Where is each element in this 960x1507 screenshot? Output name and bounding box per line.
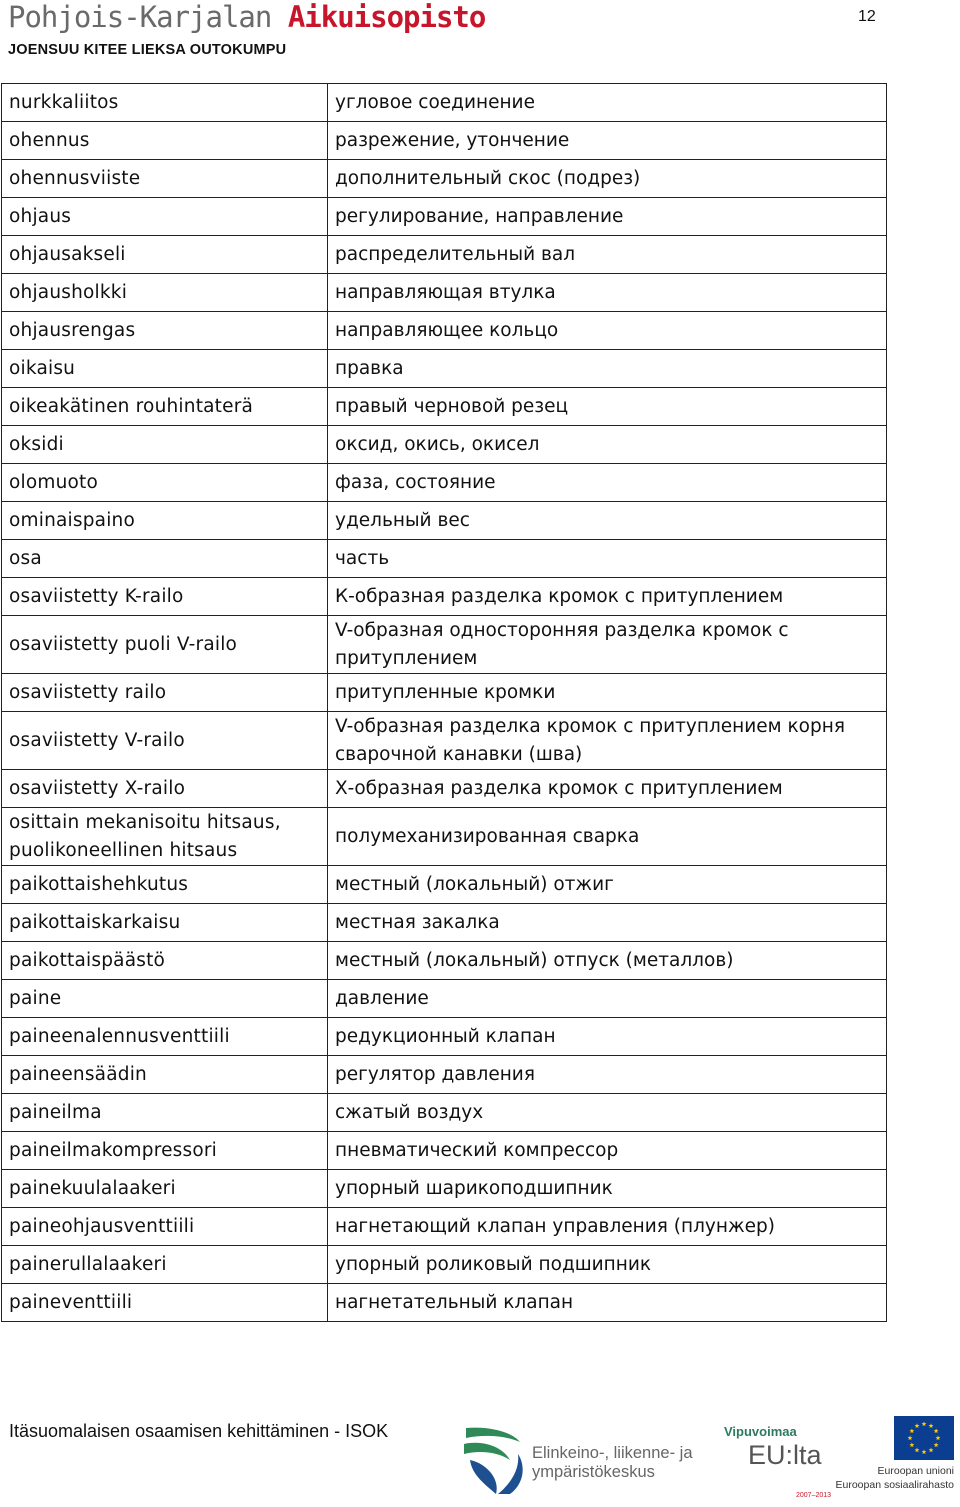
table-row bbox=[2, 198, 887, 236]
finnish-term: ohennus bbox=[2, 122, 328, 160]
finnish-term: oksidi bbox=[2, 426, 328, 464]
finnish-term: osaviistetty puoli V-railo bbox=[2, 616, 328, 674]
russian-term: дополнительный скос (подрез) bbox=[328, 160, 887, 198]
finnish-term: osittain mekanisoitu hitsaus, puolikoneellinen hitsaus bbox=[2, 808, 328, 866]
russian-term: пневматический компрессор bbox=[328, 1132, 887, 1170]
finnish-term: ohjausrengas bbox=[2, 312, 328, 350]
russian-term: регулирование, направление bbox=[328, 198, 887, 236]
finnish-term: olomuoto bbox=[2, 464, 328, 502]
vipuvoimaa-logo bbox=[722, 1420, 832, 1504]
russian-term: местный (локальный) отпуск (металлов) bbox=[328, 942, 887, 980]
finnish-term: paineensäädin bbox=[2, 1056, 328, 1094]
table-row bbox=[2, 160, 887, 198]
org-name-part1: Pohjois-Karjalan bbox=[8, 0, 272, 34]
eu-logo bbox=[834, 1416, 958, 1504]
finnish-term: paikottaishehkutus bbox=[2, 866, 328, 904]
eu-label bbox=[836, 1464, 955, 1492]
finnish-term: nurkkaliitos bbox=[2, 84, 328, 122]
russian-term: распределительный вал bbox=[328, 236, 887, 274]
finnish-term: osaviistetty V-railo bbox=[2, 712, 328, 770]
finnish-term: osa bbox=[2, 540, 328, 578]
table-row bbox=[2, 616, 887, 674]
table-row bbox=[2, 1208, 887, 1246]
finnish-term: osaviistetty X-railo bbox=[2, 770, 328, 808]
ely-logo bbox=[460, 1424, 715, 1496]
finnish-term: paineventtiili bbox=[2, 1284, 328, 1322]
finnish-term: ohjausakseli bbox=[2, 236, 328, 274]
russian-term: регулятор давления bbox=[328, 1056, 887, 1094]
russian-term: редукционный клапан bbox=[328, 1018, 887, 1056]
org-name-part2: Aikuisopisto bbox=[287, 0, 486, 34]
finnish-term: osaviistetty K-railo bbox=[2, 578, 328, 616]
ely-line2: ympäristökeskus bbox=[532, 1463, 655, 1481]
russian-term: V-образная односторонняя разделка кромок с притуплением bbox=[328, 616, 887, 674]
eu-line1: Euroopan unioni bbox=[877, 1465, 954, 1477]
table-row bbox=[2, 274, 887, 312]
page-number: 12 bbox=[858, 8, 876, 25]
finnish-term: ohennusviiste bbox=[2, 160, 328, 198]
glossary-body bbox=[2, 84, 887, 1322]
vipu-years: 2007–2013 bbox=[796, 1492, 832, 1499]
russian-term: упорный роликовый подшипник bbox=[328, 1246, 887, 1284]
table-row bbox=[2, 904, 887, 942]
finnish-term: paineohjausventtiili bbox=[2, 1208, 328, 1246]
russian-term: Х-образная разделка кромок с притуплением bbox=[328, 770, 887, 808]
ely-line1: Elinkeino-, liikenne- ja bbox=[532, 1444, 693, 1462]
russian-term: нагнетательный клапан bbox=[328, 1284, 887, 1322]
russian-term: упорный шарикоподшипник bbox=[328, 1170, 887, 1208]
table-row bbox=[2, 84, 887, 122]
russian-term: полумеханизированная сварка bbox=[328, 808, 887, 866]
russian-term: разрежение, утончение bbox=[328, 122, 887, 160]
table-row bbox=[2, 980, 887, 1018]
table-row bbox=[2, 712, 887, 770]
table-row bbox=[2, 502, 887, 540]
russian-term: V-образная разделка кромок с притуплением корня сварочной канавки (шва) bbox=[328, 712, 887, 770]
vipu-line1: Vipuvoimaa bbox=[724, 1424, 797, 1439]
russian-term: К-образная разделка кромок с притуплением bbox=[328, 578, 887, 616]
table-row bbox=[2, 350, 887, 388]
table-row bbox=[2, 312, 887, 350]
finnish-term: paineilmakompressori bbox=[2, 1132, 328, 1170]
org-logo-title bbox=[8, 0, 485, 34]
finnish-term: oikaisu bbox=[2, 350, 328, 388]
finnish-term: oikeakätinen rouhintaterä bbox=[2, 388, 328, 426]
finnish-term: paikottaispäästö bbox=[2, 942, 328, 980]
table-row bbox=[2, 1094, 887, 1132]
table-row bbox=[2, 1284, 887, 1322]
table-row bbox=[2, 1246, 887, 1284]
org-locations: JOENSUU KITEE LIEKSA OUTOKUMPU bbox=[8, 42, 287, 58]
table-row bbox=[2, 388, 887, 426]
table-row bbox=[2, 464, 887, 502]
russian-term: удельный вес bbox=[328, 502, 887, 540]
finnish-term: ominaispaino bbox=[2, 502, 328, 540]
ely-emblem-icon bbox=[460, 1424, 530, 1496]
vipu-line2: EU:lta bbox=[748, 1440, 822, 1470]
finnish-term: osaviistetty railo bbox=[2, 674, 328, 712]
glossary-table bbox=[1, 83, 887, 1322]
russian-term: часть bbox=[328, 540, 887, 578]
table-row bbox=[2, 426, 887, 464]
table-row bbox=[2, 770, 887, 808]
finnish-term: painerullalaakeri bbox=[2, 1246, 328, 1284]
table-row bbox=[2, 540, 887, 578]
finnish-term: ohjaus bbox=[2, 198, 328, 236]
finnish-term: paikottaiskarkaisu bbox=[2, 904, 328, 942]
russian-term: фаза, состояние bbox=[328, 464, 887, 502]
table-row bbox=[2, 122, 887, 160]
finnish-term: paineenalennusventtiili bbox=[2, 1018, 328, 1056]
table-row bbox=[2, 1056, 887, 1094]
table-row bbox=[2, 866, 887, 904]
russian-term: местная закалка bbox=[328, 904, 887, 942]
finnish-term: paine bbox=[2, 980, 328, 1018]
ely-label bbox=[532, 1444, 693, 1482]
footer-project: Itäsuomalaisen osaamisen kehittäminen - ISOK bbox=[9, 1421, 389, 1441]
table-row bbox=[2, 578, 887, 616]
table-row bbox=[2, 1018, 887, 1056]
russian-term: сжатый воздух bbox=[328, 1094, 887, 1132]
russian-term: угловое соединение bbox=[328, 84, 887, 122]
russian-term: местный (локальный) отжиг bbox=[328, 866, 887, 904]
russian-term: направляющая втулка bbox=[328, 274, 887, 312]
table-row bbox=[2, 1170, 887, 1208]
eu-line2: Euroopan sosiaalirahasto bbox=[835, 1479, 954, 1491]
finnish-term: paineilma bbox=[2, 1094, 328, 1132]
table-row bbox=[2, 808, 887, 866]
russian-term: правый черновой резец bbox=[328, 388, 887, 426]
finnish-term: painekuulalaakeri bbox=[2, 1170, 328, 1208]
table-row bbox=[2, 236, 887, 274]
russian-term: нагнетающий клапан управления (плунжер) bbox=[328, 1208, 887, 1246]
russian-term: давление bbox=[328, 980, 887, 1018]
table-row bbox=[2, 942, 887, 980]
finnish-term: ohjausholkki bbox=[2, 274, 328, 312]
table-row bbox=[2, 1132, 887, 1170]
eu-flag-icon bbox=[894, 1416, 954, 1460]
russian-term: направляющее кольцо bbox=[328, 312, 887, 350]
table-row bbox=[2, 674, 887, 712]
russian-term: правка bbox=[328, 350, 887, 388]
russian-term: оксид, окись, окисел bbox=[328, 426, 887, 464]
russian-term: притупленные кромки bbox=[328, 674, 887, 712]
